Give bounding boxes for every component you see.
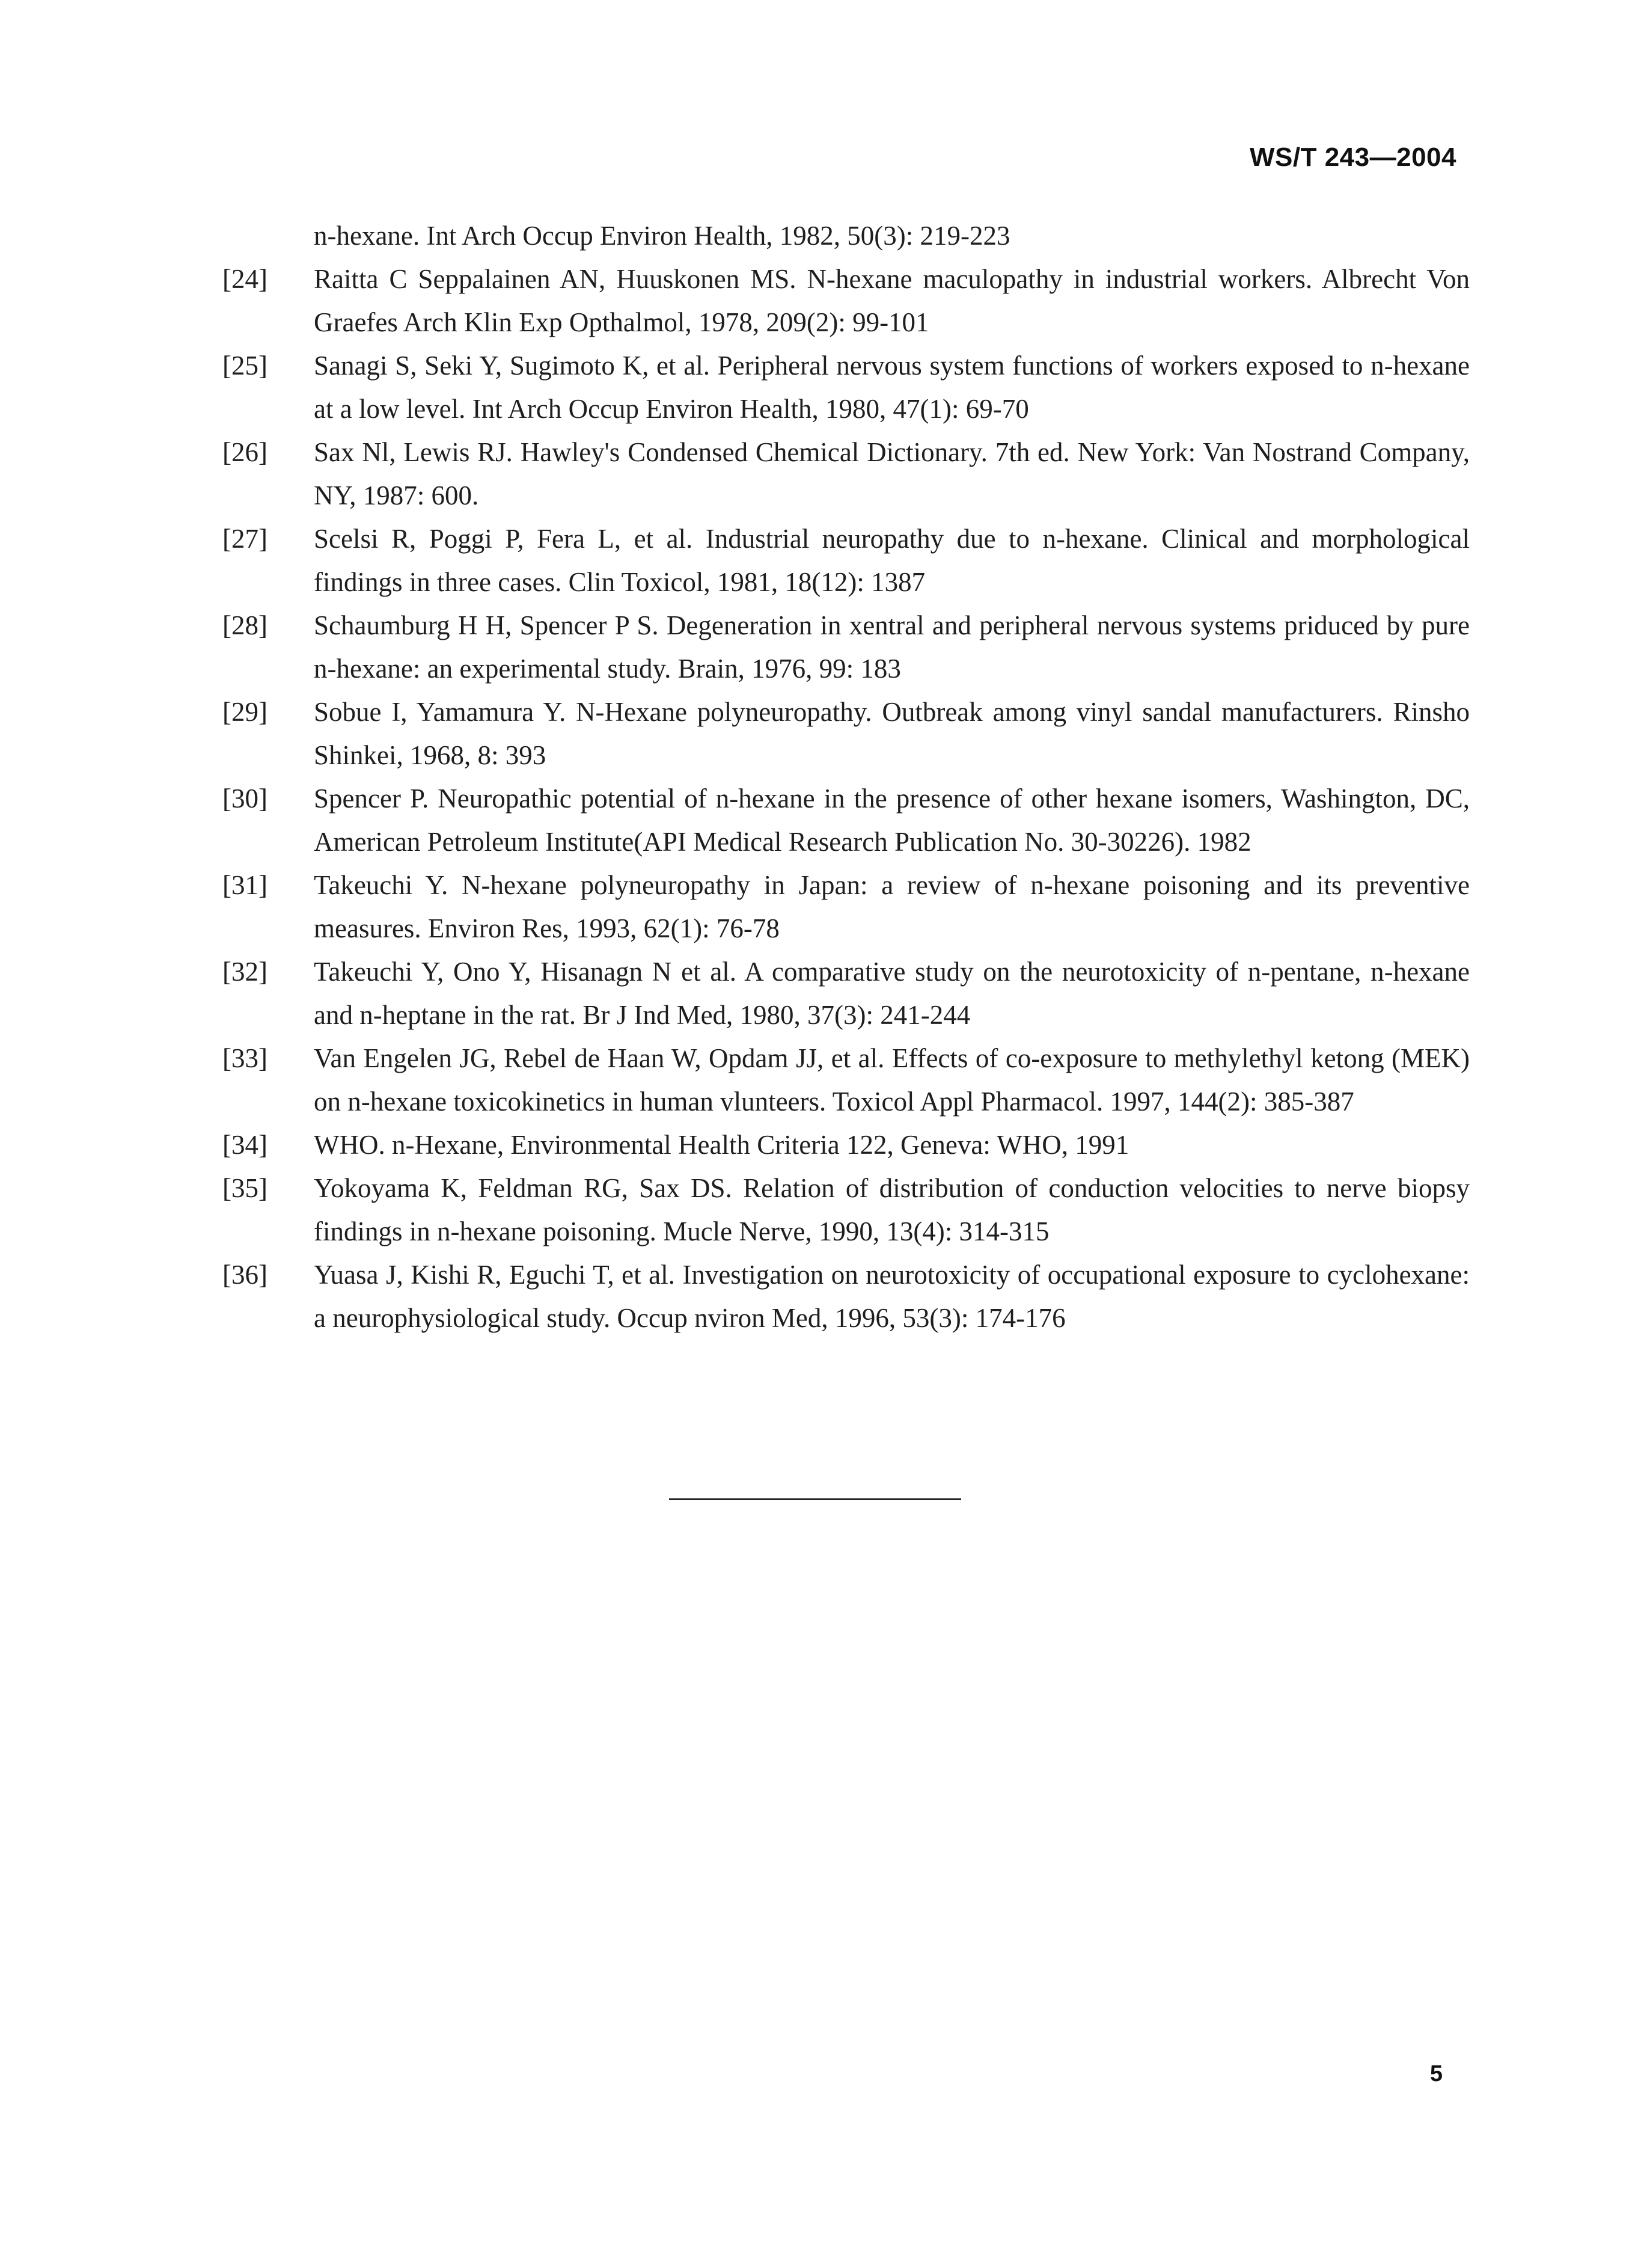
reference-item-25 xyxy=(222,344,1470,431)
reference-item-continued xyxy=(222,214,1470,257)
page-number: 5 xyxy=(1429,2061,1443,2086)
reference-text: Takeuchi Y. N-hexane polyneuropathy in Japan: a review of n-hexane poisoning and its preventive measures. Environ Res, 1993, 62(1): 76-78 xyxy=(314,870,1470,943)
reference-item-24 xyxy=(222,257,1470,344)
reference-text: Scelsi R, Poggi P, Fera L, et al. Industrial neuropathy due to n-hexane. Clinical and morphological findings in three cases. Clin Toxicol, 1981, 18(12): 1387 xyxy=(314,524,1470,597)
reference-number: [27] xyxy=(222,524,267,554)
reference-number: [24] xyxy=(222,264,267,294)
reference-number: [28] xyxy=(222,610,267,640)
reference-item-31 xyxy=(222,863,1470,950)
end-of-references-divider xyxy=(669,1498,961,1500)
reference-number: [31] xyxy=(222,870,267,900)
reference-number: [33] xyxy=(222,1043,267,1073)
reference-item-35 xyxy=(222,1166,1470,1253)
reference-text: Sanagi S, Seki Y, Sugimoto K, et al. Peripheral nervous system functions of workers exposed to n-hexane at a low level. Int Arch Occup Environ Health, 1980, 47(1): 69-70 xyxy=(314,351,1470,424)
reference-text: Van Engelen JG, Rebel de Haan W, Opdam JJ, et al. Effects of co-exposure to methylethyl ketong (MEK) on n-hexane toxicokinetics in human vlunteers. Toxicol Appl Pharmacol. 1997, 144(2): 385-387 xyxy=(314,1043,1470,1117)
reference-text: Sobue I, Yamamura Y. N-Hexane polyneuropathy. Outbreak among vinyl sandal manufacturers. Rinsho Shinkei, 1968, 8: 393 xyxy=(314,697,1470,770)
reference-item-30 xyxy=(222,777,1470,863)
reference-text: Raitta C Seppalainen AN, Huuskonen MS. N-hexane maculopathy in industrial workers. Albrecht Von Graefes Arch Klin Exp Opthalmol, 1978, 209(2): 99-101 xyxy=(314,264,1470,337)
reference-text: Schaumburg H H, Spencer P S. Degeneration in xentral and peripheral nervous systems priduced by pure n-hexane: an experimental study. Brain, 1976, 99: 183 xyxy=(314,610,1470,684)
reference-number: [35] xyxy=(222,1173,267,1203)
reference-item-33 xyxy=(222,1037,1470,1123)
reference-text: WHO. n-Hexane, Environmental Health Criteria 122, Geneva: WHO, 1991 xyxy=(314,1130,1129,1160)
reference-number: [32] xyxy=(222,957,267,987)
standard-code-header: WS/T 243—2004 xyxy=(1250,143,1456,172)
reference-item-36 xyxy=(222,1253,1470,1340)
reference-list xyxy=(222,214,1470,1340)
reference-number: [36] xyxy=(222,1260,267,1290)
reference-number: [26] xyxy=(222,437,267,467)
reference-item-27 xyxy=(222,517,1470,604)
reference-item-32 xyxy=(222,950,1470,1037)
reference-number: [25] xyxy=(222,351,267,381)
reference-item-28 xyxy=(222,604,1470,690)
reference-number: [29] xyxy=(222,697,267,727)
reference-text: Sax Nl, Lewis RJ. Hawley's Condensed Chemical Dictionary. 7th ed. New York: Van Nostrand Company, NY, 1987: 600. xyxy=(314,437,1470,510)
reference-text: n-hexane. Int Arch Occup Environ Health, 1982, 50(3): 219-223 xyxy=(314,221,1010,251)
reference-item-34 xyxy=(222,1123,1470,1166)
reference-number: [34] xyxy=(222,1130,267,1160)
reference-text: Yuasa J, Kishi R, Eguchi T, et al. Investigation on neurotoxicity of occupational exposure to cyclohexane: a neurophysiological study. Occup nviron Med, 1996, 53(3): 174-176 xyxy=(314,1260,1470,1333)
reference-item-29 xyxy=(222,690,1470,777)
reference-text: Spencer P. Neuropathic potential of n-hexane in the presence of other hexane isomers, Washington, DC, American Petroleum Institute(API Medical Research Publication No. 30-30226). 1982 xyxy=(314,783,1470,857)
reference-number: [30] xyxy=(222,783,267,814)
reference-item-26 xyxy=(222,431,1470,517)
reference-text: Takeuchi Y, Ono Y, Hisanagn N et al. A comparative study on the neurotoxicity of n-pentane, n-hexane and n-heptane in the rat. Br J Ind Med, 1980, 37(3): 241-244 xyxy=(314,957,1470,1030)
reference-text: Yokoyama K, Feldman RG, Sax DS. Relation of distribution of conduction velocities to nerve biopsy findings in n-hexane poisoning. Mucle Nerve, 1990, 13(4): 314-315 xyxy=(314,1173,1470,1246)
